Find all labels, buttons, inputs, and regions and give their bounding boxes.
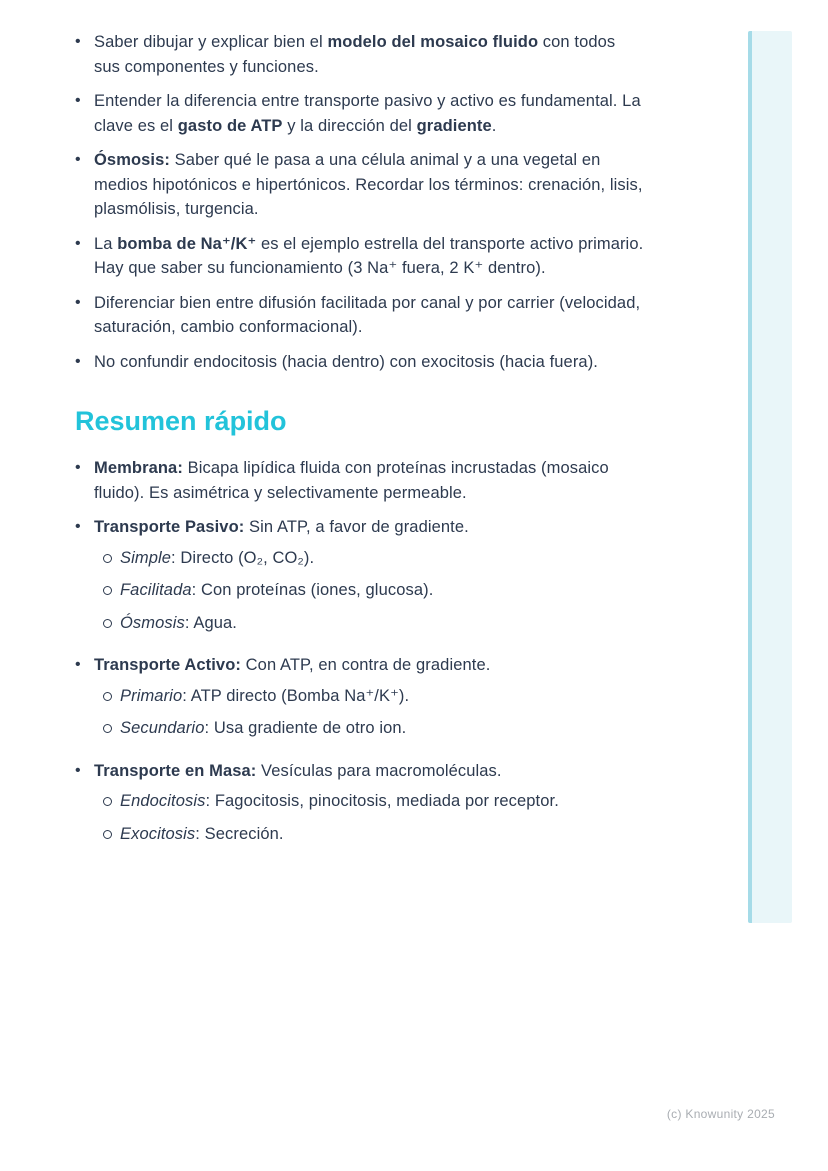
text-run: Con ATP, en contra de gradiente.: [240, 656, 491, 674]
sub-bullet-circle: [103, 692, 112, 701]
bullet-dot: •: [75, 352, 81, 370]
text-run: : Directo (O₂, CO₂).: [171, 548, 315, 567]
sub-bullet-item: [103, 578, 645, 603]
text-run: : Usa gradiente de otro ion.: [204, 719, 407, 737]
bullet-text: [94, 350, 645, 375]
bullet-dot: •: [75, 656, 81, 673]
bold-text-run: gradiente: [416, 116, 492, 135]
bullet-item: [75, 350, 645, 375]
sub-bullet-circle: [103, 724, 112, 733]
sub-bullet-text: [120, 789, 645, 814]
exam-tips-list: [75, 30, 645, 374]
bullet-item: [75, 291, 645, 340]
text-run: Diferenciar bien entre difusión facilitada por canal y por carrier (velocidad, saturación, cambio conformacional).: [94, 293, 641, 336]
bullet-text: [94, 759, 645, 855]
bullet-text: [94, 232, 645, 281]
sub-bullet-item: [103, 822, 645, 847]
footer-credit: (c) Knowunity 2025: [666, 1107, 775, 1121]
italic-text-run: Ósmosis: [120, 613, 185, 632]
right-accent-strip: [748, 31, 792, 923]
bullet-dot: •: [75, 234, 81, 252]
text-run: Saber dibujar y explicar bien el: [94, 33, 328, 51]
bold-text-run: modelo del mosaico fluido: [327, 33, 539, 51]
text-run: Vesículas para macromoléculas.: [256, 761, 502, 780]
bullet-item: [75, 515, 645, 643]
sub-bullet-text: [120, 684, 645, 709]
bold-text-run: Ósmosis:: [94, 151, 170, 169]
text-run: Saber qué le pasa a una célula animal y a una vegetal en medios hipotónicos e hipertónicos. Recordar los términos: crenación, lisis, plasmólisis, turgencia.: [94, 151, 643, 218]
sub-bullet-circle: [103, 797, 112, 806]
italic-text-run: Secundario: [120, 719, 205, 737]
bullet-dot: •: [75, 293, 81, 311]
bullet-item: [75, 759, 645, 855]
text-run: y la dirección del: [282, 116, 417, 135]
sub-bullet-circle: [103, 586, 112, 595]
sub-bullet-text: [120, 611, 645, 636]
sub-bullet-text: [120, 822, 645, 847]
italic-text-run: Exocitosis: [120, 824, 196, 843]
bold-text-run: Transporte en Masa:: [94, 761, 257, 780]
bullet-text: [94, 653, 645, 749]
sub-bullet-text: [120, 716, 645, 741]
sub-bullet-item: [103, 684, 645, 709]
sub-bullet-item: [103, 789, 645, 814]
sub-bullet-circle: [103, 619, 112, 628]
text-run: : Con proteínas (iones, glucosa).: [191, 581, 434, 599]
bullet-text: [94, 291, 645, 340]
text-run: La: [94, 234, 118, 253]
bullet-text: [94, 148, 645, 222]
section-heading-resumen-rapido: Resumen rápido: [75, 406, 287, 436]
bold-text-run: bomba de Na⁺/K⁺: [117, 234, 257, 253]
bold-text-run: gasto de ATP: [177, 116, 283, 135]
text-run: con todos sus componentes y funciones.: [94, 33, 616, 76]
text-run: : Agua.: [184, 613, 237, 632]
bullet-text: [94, 515, 645, 643]
bullet-dot: •: [75, 151, 81, 168]
text-run: : Fagocitosis, pinocitosis, mediada por receptor.: [205, 792, 559, 810]
sub-bullet-circle: [103, 554, 112, 563]
sub-bullet-text: [120, 546, 645, 571]
bullet-item: [75, 232, 645, 281]
bullet-dot: •: [75, 92, 81, 109]
bullet-item: [75, 148, 645, 222]
text-run: Entender la diferencia entre transporte pasivo y activo es fundamental. La clave es el: [94, 92, 641, 135]
italic-text-run: Facilitada: [120, 581, 192, 599]
bullet-item: [75, 456, 645, 505]
sub-bullet-circle: [103, 830, 112, 839]
sub-bullet-item: [103, 546, 645, 571]
text-run: es el ejemplo estrella del transporte activo primario. Hay que saber su funcionamiento (3 Na⁺ fuera, 2 K⁺ dentro).: [94, 234, 644, 277]
bullet-text: [94, 456, 645, 505]
bullet-dot: •: [75, 459, 81, 476]
bullet-item: [75, 89, 645, 138]
bullet-dot: •: [75, 33, 81, 50]
bullet-item: [75, 653, 645, 749]
bullet-text: [94, 30, 645, 79]
italic-text-run: Primario: [120, 686, 183, 705]
text-run: .: [491, 116, 497, 135]
sub-bullet-text: [120, 578, 645, 603]
sub-bullet-item: [103, 611, 645, 636]
summary-list: [75, 456, 645, 854]
page-content: [75, 30, 645, 864]
text-run: : Secreción.: [195, 824, 284, 843]
italic-text-run: Endocitosis: [120, 792, 206, 810]
text-run: Sin ATP, a favor de gradiente.: [244, 518, 469, 536]
italic-text-run: Simple: [120, 548, 172, 567]
bold-text-run: Membrana:: [94, 459, 183, 477]
bullet-item: [75, 30, 645, 79]
bullet-dot: •: [75, 518, 81, 535]
bold-text-run: Transporte Activo:: [94, 656, 241, 674]
text-run: Bicapa lipídica fluida con proteínas incrustadas (mosaico fluido). Es asimétrica y selectivamente permeable.: [94, 459, 609, 502]
text-run: No confundir endocitosis (hacia dentro) con exocitosis (hacia fuera).: [94, 352, 598, 371]
text-run: : ATP directo (Bomba Na⁺/K⁺).: [182, 686, 410, 705]
sub-bullet-item: [103, 716, 645, 741]
bold-text-run: Transporte Pasivo:: [94, 518, 245, 536]
bullet-dot: •: [75, 761, 81, 779]
bullet-text: [94, 89, 645, 138]
